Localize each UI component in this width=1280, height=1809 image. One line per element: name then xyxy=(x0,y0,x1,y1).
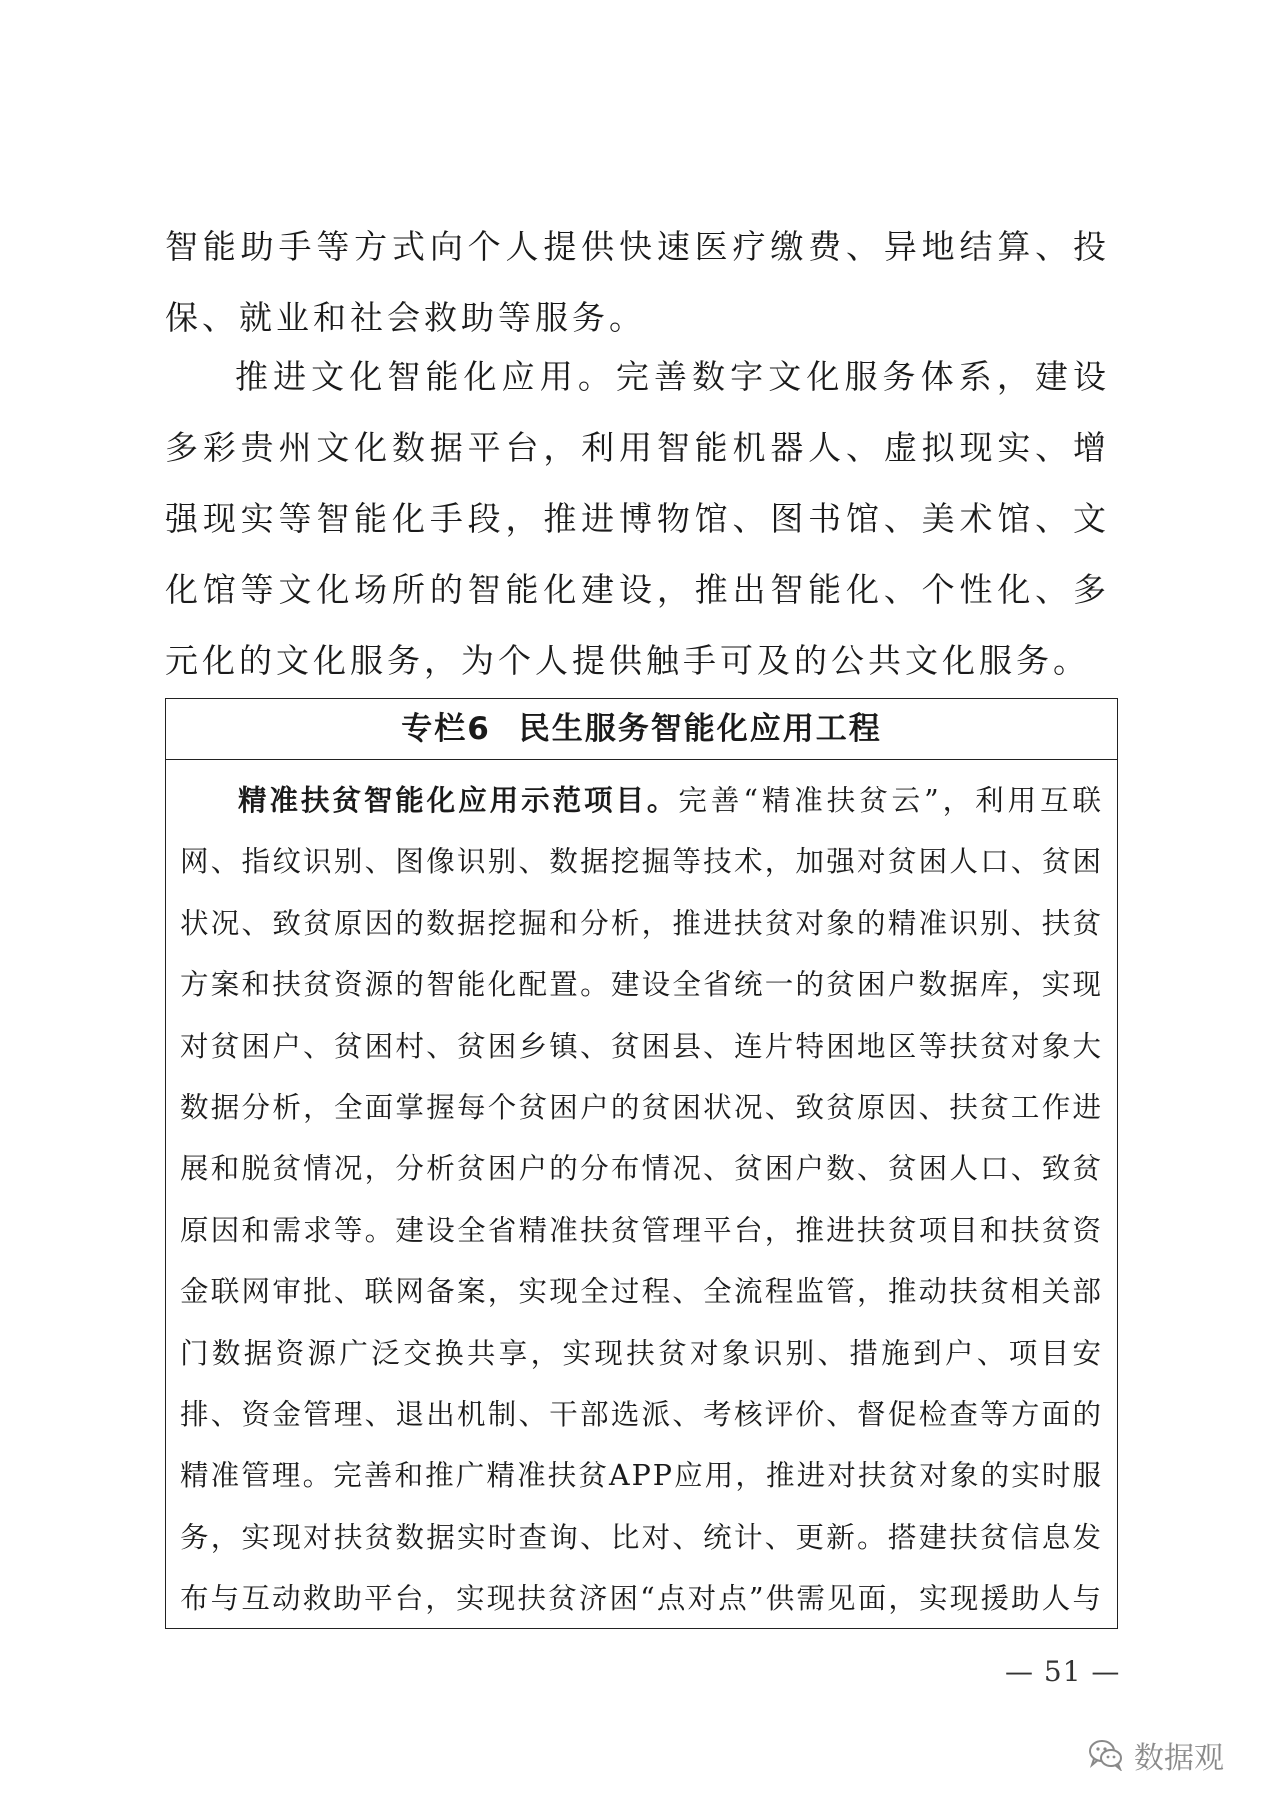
paragraph-services: 智能助手等方式向个人提供快速医疗缴费、异地结算、投保、就业和社会救助等服务。 xyxy=(165,227,1110,337)
page-number: — 51 — xyxy=(1005,1655,1121,1688)
paragraph-culture: 推进文化智能化应用。完善数字文化服务体系，建设多彩贵州文化数据平台，利用智能机器人、虚拟现实、增强现实等智能化手段，推进博物馆、图书馆、美术馆、文化馆等文化场所的智能化建设，推出智能化、个性化、多元化的文化服务，为个人提供触手可及的公共文化服务。 xyxy=(165,357,1110,680)
watermark xyxy=(1088,1733,1224,1777)
feature-box-lead: 精准扶贫智能化应用示范项目。 xyxy=(238,784,679,817)
watermark-text: 数据观 xyxy=(1134,1741,1224,1776)
feature-box-text: 完善“精准扶贫云”，利用互联网、指纹识别、图像识别、数据挖掘等技术，加强对贫困人口、贫困状况、致贫原因的数据挖掘和分析，推进扶贫对象的精准识别、扶贫方案和扶贫资源的智能化配置。建设全省统一的贫困户数据库，实现对贫困户、贫困村、贫困乡镇、贫困县、连片特困地区等扶贫对象大数据分析，全面掌握每个贫困户的贫困状况、致贫原因、扶贫工作进展和脱贫情况，分析贫困户的分布情况、贫困户数、贫困人口、致贫原因和需求等。建设全省精准扶贫管理平台，推进扶贫项目和扶贫资金联网审批、联网备案，实现全过程、全流程监管，推动扶贫相关部门数据资源广泛交换共享，实现扶贫对象识别、措施到户、项目安排、资金管理、退出机制、干部选派、考核评价、督促检查等方面的精准管理。完善和推广精准扶贫APP应用，推进对扶贫对象的实时服务，实现对扶贫数据实时查询、比对、统计、更新。搭建扶贫信息发布与互动救助平台，实现扶贫济困“点对点”供需见面，实现援助人与 xyxy=(180,784,1103,1616)
feature-box-header xyxy=(166,699,1117,760)
feature-box xyxy=(165,698,1118,1629)
feature-box-title: 民生服务智能化应用工程 xyxy=(518,711,882,747)
feature-box-number: 专栏6 xyxy=(401,711,491,747)
feature-box-body xyxy=(166,760,1117,1625)
wechat-icon xyxy=(1088,1739,1124,1771)
